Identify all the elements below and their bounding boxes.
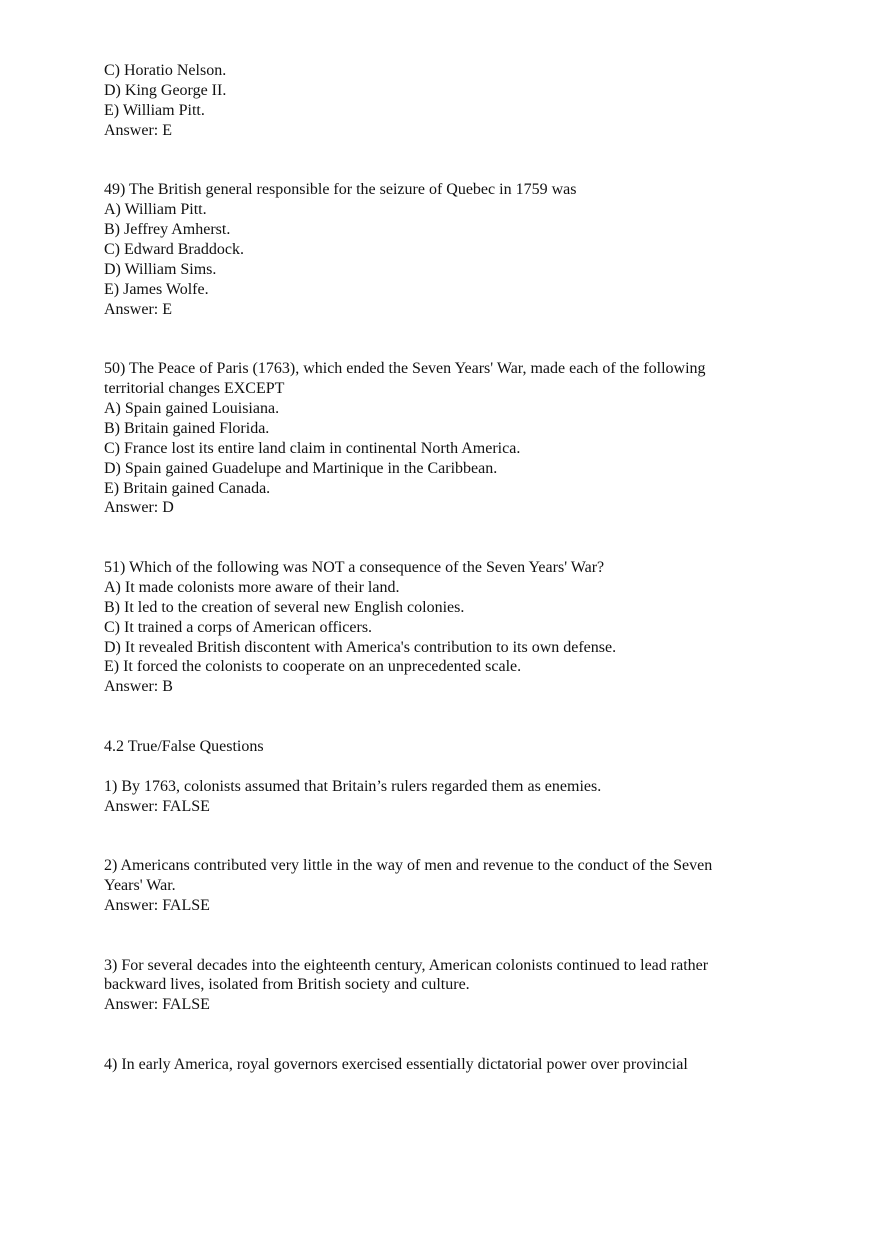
question-text: 4) In early America, royal governors exercised essentially dictatorial power over provincial — [104, 1055, 688, 1073]
spacer — [104, 1015, 784, 1055]
true-false-question-4 — [104, 1055, 784, 1075]
document-page — [104, 61, 784, 1075]
option-e: E) James Wolfe. — [104, 280, 209, 298]
spacer — [104, 816, 784, 856]
spacer — [104, 697, 784, 737]
option-a: A) It made colonists more aware of their land. — [104, 578, 400, 596]
question-text: 51) Which of the following was NOT a consequence of the Seven Years' War? — [104, 558, 605, 576]
answer: Answer: E — [104, 300, 172, 318]
question-text-continued: backward lives, isolated from British society and culture. — [104, 976, 470, 994]
option-d: D) Spain gained Guadelupe and Martinique in the Caribbean. — [104, 459, 498, 477]
question-48-tail — [104, 61, 784, 141]
option-d: D) King George II. — [104, 81, 227, 99]
option-b: B) Britain gained Florida. — [104, 419, 270, 437]
option-c: C) It trained a corps of American officers. — [104, 618, 373, 636]
question-text-continued: Years' War. — [104, 877, 176, 895]
option-a: A) William Pitt. — [104, 201, 207, 219]
section-heading: 4.2 True/False Questions — [104, 737, 264, 755]
true-false-question-2 — [104, 856, 784, 916]
option-e: E) It forced the colonists to cooperate on an unprecedented scale. — [104, 658, 522, 676]
question-text: 2) Americans contributed very little in the way of men and revenue to the conduct of the Seven — [104, 857, 713, 875]
option-e: E) William Pitt. — [104, 101, 205, 119]
answer: Answer: FALSE — [104, 896, 210, 914]
question-49 — [104, 180, 784, 319]
option-d: D) It revealed British discontent with America's contribution to its own defense. — [104, 638, 617, 656]
option-b: B) Jeffrey Amherst. — [104, 221, 231, 239]
question-text: 50) The Peace of Paris (1763), which ended the Seven Years' War, made each of the following — [104, 360, 706, 378]
answer: Answer: D — [104, 499, 174, 517]
option-a: A) Spain gained Louisiana. — [104, 399, 280, 417]
answer: Answer: FALSE — [104, 996, 210, 1014]
answer: Answer: FALSE — [104, 797, 210, 815]
question-50 — [104, 359, 784, 518]
spacer — [104, 141, 784, 181]
question-text: 49) The British general responsible for the seizure of Quebec in 1759 was — [104, 181, 577, 199]
option-c: C) Horatio Nelson. — [104, 62, 227, 79]
option-b: B) It led to the creation of several new English colonies. — [104, 598, 465, 616]
answer: Answer: E — [104, 121, 172, 139]
spacer — [104, 319, 784, 359]
true-false-question-1 — [104, 777, 784, 817]
option-d: D) William Sims. — [104, 260, 217, 278]
question-text: 3) For several decades into the eighteenth century, American colonists continued to lead rather — [104, 956, 709, 974]
option-e: E) Britain gained Canada. — [104, 479, 271, 497]
question-text-continued: territorial changes EXCEPT — [104, 380, 285, 398]
option-c: C) Edward Braddock. — [104, 240, 244, 258]
question-51 — [104, 558, 784, 697]
option-c: C) France lost its entire land claim in continental North America. — [104, 439, 521, 457]
true-false-question-3 — [104, 956, 784, 1016]
spacer — [104, 757, 784, 777]
answer: Answer: B — [104, 678, 173, 696]
question-text: 1) By 1763, colonists assumed that Britain’s rulers regarded them as enemies. — [104, 777, 602, 795]
spacer — [104, 916, 784, 956]
spacer — [104, 518, 784, 558]
